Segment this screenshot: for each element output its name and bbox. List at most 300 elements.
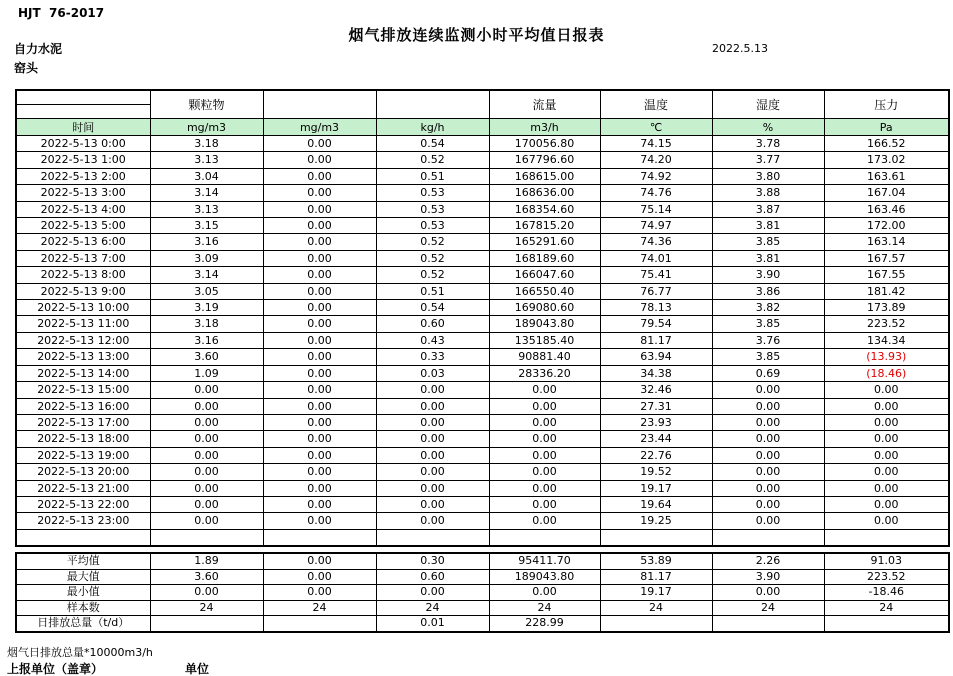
value-cell: 81.17 <box>600 569 712 585</box>
summary-label-cell: 日排放总量（t/d） <box>16 616 150 632</box>
value-cell: 0.00 <box>263 585 376 601</box>
value-cell: 24 <box>712 600 824 616</box>
summary-rows <box>16 553 949 632</box>
table-row <box>16 152 949 168</box>
table-row <box>16 382 949 398</box>
value-cell: 0.00 <box>263 349 376 365</box>
value-cell: 0.00 <box>263 234 376 250</box>
value-cell: 0.52 <box>376 267 489 283</box>
table-row <box>16 431 949 447</box>
value-cell: 223.52 <box>824 316 949 332</box>
unit-celsius: ℃ <box>600 119 712 136</box>
value-cell: 3.04 <box>150 168 263 184</box>
time-cell: 2022-5-13 20:00 <box>16 464 150 480</box>
table-row <box>16 447 949 463</box>
value-cell: 0.00 <box>712 431 824 447</box>
value-cell <box>712 529 824 546</box>
value-cell: 0.30 <box>376 553 489 569</box>
station-name: 窑头 <box>14 61 39 75</box>
table-row <box>16 616 949 632</box>
value-cell: -18.46 <box>824 585 949 601</box>
value-cell: 3.90 <box>712 569 824 585</box>
table-row <box>16 480 949 496</box>
value-cell: 0.00 <box>150 414 263 430</box>
value-cell: 27.31 <box>600 398 712 414</box>
value-cell: 0.00 <box>263 152 376 168</box>
value-cell: 0.00 <box>263 480 376 496</box>
summary-label-cell: 最大值 <box>16 569 150 585</box>
time-cell <box>16 529 150 546</box>
group-header-flow: 流量 <box>489 90 600 119</box>
value-cell: 74.01 <box>600 250 712 266</box>
unit-row <box>16 119 949 136</box>
value-cell: 95411.70 <box>489 553 600 569</box>
value-cell: 0.00 <box>150 480 263 496</box>
value-cell: 0.00 <box>824 398 949 414</box>
value-cell: 0.00 <box>150 496 263 512</box>
time-cell: 2022-5-13 4:00 <box>16 201 150 217</box>
value-cell: 3.60 <box>150 349 263 365</box>
corner-cell-bottom <box>16 105 150 119</box>
value-cell: 167.57 <box>824 250 949 266</box>
value-cell: 3.81 <box>712 218 824 234</box>
value-cell: 0.54 <box>376 136 489 152</box>
value-cell: 0.01 <box>376 616 489 632</box>
value-cell: 23.44 <box>600 431 712 447</box>
value-cell: 0.00 <box>824 480 949 496</box>
group-header-blank-2 <box>376 90 489 119</box>
group-header-pressure: 压力 <box>824 90 949 119</box>
value-cell: 3.13 <box>150 152 263 168</box>
unit-label: 单位 <box>185 662 210 676</box>
table-row <box>16 365 949 381</box>
value-cell: 3.14 <box>150 185 263 201</box>
value-cell: 134.34 <box>824 332 949 348</box>
value-cell: 0.00 <box>824 496 949 512</box>
value-cell: 166047.60 <box>489 267 600 283</box>
time-cell: 2022-5-13 13:00 <box>16 349 150 365</box>
value-cell: 169080.60 <box>489 300 600 316</box>
value-cell: 0.00 <box>712 414 824 430</box>
value-cell: 0.00 <box>376 480 489 496</box>
value-cell: 0.00 <box>150 447 263 463</box>
value-cell <box>150 529 263 546</box>
value-cell: 24 <box>150 600 263 616</box>
value-cell: 3.14 <box>150 267 263 283</box>
value-cell: 19.17 <box>600 480 712 496</box>
value-cell: 0.00 <box>489 398 600 414</box>
value-cell: 0.00 <box>824 447 949 463</box>
value-cell: 0.00 <box>150 382 263 398</box>
value-cell: 167.04 <box>824 185 949 201</box>
value-cell: 0.69 <box>712 365 824 381</box>
value-cell: 0.00 <box>376 447 489 463</box>
value-cell: 63.94 <box>600 349 712 365</box>
table-row <box>16 168 949 184</box>
value-cell: 173.89 <box>824 300 949 316</box>
value-cell: (18.46) <box>824 365 949 381</box>
time-cell: 2022-5-13 23:00 <box>16 513 150 529</box>
value-cell: 166550.40 <box>489 283 600 299</box>
time-cell: 2022-5-13 10:00 <box>16 300 150 316</box>
value-cell <box>150 616 263 632</box>
value-cell: 0.00 <box>263 316 376 332</box>
table-row <box>16 585 949 601</box>
page-title: 烟气排放连续监测小时平均值日报表 <box>348 26 605 44</box>
value-cell: 0.00 <box>263 218 376 234</box>
time-cell: 2022-5-13 6:00 <box>16 234 150 250</box>
table-row <box>16 464 949 480</box>
unit-mgm3-2: mg/m3 <box>263 119 376 136</box>
main-table <box>15 89 950 547</box>
value-cell: 0.00 <box>263 365 376 381</box>
value-cell: 0.00 <box>150 398 263 414</box>
value-cell: 0.00 <box>489 464 600 480</box>
table-row <box>16 553 949 569</box>
unit-pa: Pa <box>824 119 949 136</box>
value-cell: 74.15 <box>600 136 712 152</box>
value-cell: 0.33 <box>376 349 489 365</box>
value-cell: 0.60 <box>376 316 489 332</box>
value-cell: 53.89 <box>600 553 712 569</box>
value-cell: 0.03 <box>376 365 489 381</box>
value-cell: 3.90 <box>712 267 824 283</box>
report-date: 2022.5.13 <box>712 42 768 55</box>
value-cell: 0.53 <box>376 201 489 217</box>
value-cell: 3.15 <box>150 218 263 234</box>
flow-total-note: 烟气日排放总量*10000m3/h <box>7 646 153 659</box>
value-cell: 0.00 <box>712 496 824 512</box>
value-cell <box>712 616 824 632</box>
value-cell: 0.00 <box>263 447 376 463</box>
value-cell: 0.00 <box>263 201 376 217</box>
value-cell: 189043.80 <box>489 569 600 585</box>
value-cell: 24 <box>600 600 712 616</box>
value-cell: 78.13 <box>600 300 712 316</box>
value-cell: 0.00 <box>376 585 489 601</box>
value-cell: 24 <box>376 600 489 616</box>
value-cell: 28336.20 <box>489 365 600 381</box>
time-cell: 2022-5-13 21:00 <box>16 480 150 496</box>
value-cell: 173.02 <box>824 152 949 168</box>
value-cell <box>824 529 949 546</box>
value-cell: 0.00 <box>712 464 824 480</box>
value-cell: 228.99 <box>489 616 600 632</box>
value-cell: 23.93 <box>600 414 712 430</box>
value-cell: 74.97 <box>600 218 712 234</box>
table-row <box>16 250 949 266</box>
table-row <box>16 513 949 529</box>
value-cell: 19.25 <box>600 513 712 529</box>
value-cell: 34.38 <box>600 365 712 381</box>
value-cell: 0.00 <box>150 513 263 529</box>
table-row <box>16 496 949 512</box>
value-cell: 2.26 <box>712 553 824 569</box>
value-cell: 3.18 <box>150 136 263 152</box>
table-row <box>16 201 949 217</box>
value-cell: 0.00 <box>263 283 376 299</box>
value-cell: 0.00 <box>263 382 376 398</box>
summary-label-cell: 最小值 <box>16 585 150 601</box>
table-row <box>16 267 949 283</box>
value-cell: 0.00 <box>712 382 824 398</box>
table-row <box>16 283 949 299</box>
table-row <box>16 332 949 348</box>
time-cell: 2022-5-13 1:00 <box>16 152 150 168</box>
value-cell: 19.52 <box>600 464 712 480</box>
value-cell: 0.00 <box>824 382 949 398</box>
table-row <box>16 398 949 414</box>
value-cell: 3.16 <box>150 332 263 348</box>
value-cell: 0.00 <box>263 168 376 184</box>
value-cell: 3.85 <box>712 234 824 250</box>
value-cell: 0.51 <box>376 168 489 184</box>
value-cell: 170056.80 <box>489 136 600 152</box>
time-cell: 2022-5-13 16:00 <box>16 398 150 414</box>
value-cell: 76.77 <box>600 283 712 299</box>
value-cell: 135185.40 <box>489 332 600 348</box>
time-cell: 2022-5-13 8:00 <box>16 267 150 283</box>
value-cell: 3.87 <box>712 201 824 217</box>
value-cell: 0.00 <box>824 431 949 447</box>
value-cell: 79.54 <box>600 316 712 332</box>
time-cell: 2022-5-13 0:00 <box>16 136 150 152</box>
time-cell: 2022-5-13 7:00 <box>16 250 150 266</box>
time-cell: 2022-5-13 12:00 <box>16 332 150 348</box>
value-cell: 163.46 <box>824 201 949 217</box>
value-cell: 0.00 <box>489 513 600 529</box>
value-cell: 0.00 <box>376 464 489 480</box>
value-cell: 0.00 <box>263 513 376 529</box>
value-cell: 3.60 <box>150 569 263 585</box>
company-name: 自力水泥 <box>14 42 63 56</box>
value-cell: 223.52 <box>824 569 949 585</box>
value-cell: 1.09 <box>150 365 263 381</box>
unit-mgm3-1: mg/m3 <box>150 119 263 136</box>
value-cell <box>376 529 489 546</box>
table-row <box>16 234 949 250</box>
value-cell: 0.00 <box>712 585 824 601</box>
value-cell: 3.86 <box>712 283 824 299</box>
title-wrap <box>0 24 953 45</box>
unit-kgh: kg/h <box>376 119 489 136</box>
table-row <box>16 316 949 332</box>
value-cell: 0.00 <box>150 585 263 601</box>
value-cell: 168615.00 <box>489 168 600 184</box>
value-cell: 24 <box>263 600 376 616</box>
group-header-temperature: 温度 <box>600 90 712 119</box>
value-cell: 0.00 <box>263 267 376 283</box>
summary-label-cell: 平均值 <box>16 553 150 569</box>
value-cell: 163.61 <box>824 168 949 184</box>
value-cell: 3.77 <box>712 152 824 168</box>
table-row <box>16 569 949 585</box>
value-cell <box>263 529 376 546</box>
value-cell: 0.00 <box>263 414 376 430</box>
time-cell: 2022-5-13 15:00 <box>16 382 150 398</box>
value-cell: 0.00 <box>376 414 489 430</box>
value-cell: 75.14 <box>600 201 712 217</box>
value-cell: 3.09 <box>150 250 263 266</box>
value-cell: 3.76 <box>712 332 824 348</box>
value-cell: 167.55 <box>824 267 949 283</box>
value-cell: 3.85 <box>712 349 824 365</box>
value-cell: 0.00 <box>489 382 600 398</box>
value-cell: 3.05 <box>150 283 263 299</box>
value-cell: 91.03 <box>824 553 949 569</box>
time-cell: 2022-5-13 22:00 <box>16 496 150 512</box>
value-cell: 0.00 <box>376 398 489 414</box>
value-cell: 0.00 <box>489 585 600 601</box>
value-cell: 0.00 <box>263 398 376 414</box>
value-cell: 167815.20 <box>489 218 600 234</box>
data-rows <box>16 136 949 547</box>
table-row <box>16 529 949 546</box>
value-cell: 3.88 <box>712 185 824 201</box>
value-cell <box>600 616 712 632</box>
table-row <box>16 300 949 316</box>
value-cell: 0.00 <box>263 569 376 585</box>
value-cell <box>600 529 712 546</box>
time-header: 时间 <box>16 119 150 136</box>
time-cell: 2022-5-13 14:00 <box>16 365 150 381</box>
value-cell: 0.00 <box>150 464 263 480</box>
value-cell: 3.19 <box>150 300 263 316</box>
value-cell: 165291.60 <box>489 234 600 250</box>
value-cell: 168636.00 <box>489 185 600 201</box>
table-row <box>16 600 949 616</box>
value-cell: 167796.60 <box>489 152 600 168</box>
value-cell: 0.53 <box>376 218 489 234</box>
value-cell: 172.00 <box>824 218 949 234</box>
value-cell: 74.36 <box>600 234 712 250</box>
value-cell: 181.42 <box>824 283 949 299</box>
value-cell: 0.00 <box>263 332 376 348</box>
group-header-blank-1 <box>263 90 376 119</box>
value-cell: 0.00 <box>376 513 489 529</box>
value-cell: 19.17 <box>600 585 712 601</box>
value-cell: 3.82 <box>712 300 824 316</box>
value-cell: 0.51 <box>376 283 489 299</box>
value-cell: 0.52 <box>376 250 489 266</box>
value-cell: 0.00 <box>263 553 376 569</box>
time-cell: 2022-5-13 9:00 <box>16 283 150 299</box>
value-cell: 0.00 <box>712 513 824 529</box>
summary-table <box>15 552 950 633</box>
value-cell: 0.53 <box>376 185 489 201</box>
value-cell: 0.00 <box>376 431 489 447</box>
value-cell: 0.00 <box>824 464 949 480</box>
value-cell: 0.54 <box>376 300 489 316</box>
value-cell: 0.00 <box>712 447 824 463</box>
value-cell <box>489 529 600 546</box>
value-cell: 0.00 <box>150 431 263 447</box>
time-cell: 2022-5-13 5:00 <box>16 218 150 234</box>
value-cell <box>824 616 949 632</box>
group-header-humidity: 湿度 <box>712 90 824 119</box>
standard-number: HJT 76-2017 <box>18 6 105 20</box>
value-cell: 0.00 <box>263 431 376 447</box>
value-cell: 0.00 <box>712 480 824 496</box>
value-cell: 163.14 <box>824 234 949 250</box>
value-cell: 0.00 <box>263 300 376 316</box>
value-cell: 0.00 <box>489 414 600 430</box>
value-cell: 0.00 <box>489 447 600 463</box>
value-cell: 81.17 <box>600 332 712 348</box>
value-cell: 0.00 <box>263 464 376 480</box>
value-cell: 0.00 <box>824 513 949 529</box>
value-cell: 3.78 <box>712 136 824 152</box>
value-cell: 3.16 <box>150 234 263 250</box>
value-cell: 1.89 <box>150 553 263 569</box>
value-cell: 74.76 <box>600 185 712 201</box>
value-cell: 0.00 <box>489 431 600 447</box>
table-row <box>16 185 949 201</box>
value-cell: 22.76 <box>600 447 712 463</box>
value-cell: 74.20 <box>600 152 712 168</box>
value-cell: 3.81 <box>712 250 824 266</box>
time-cell: 2022-5-13 11:00 <box>16 316 150 332</box>
value-cell: 166.52 <box>824 136 949 152</box>
table-row <box>16 414 949 430</box>
value-cell: 3.80 <box>712 168 824 184</box>
value-cell: 0.00 <box>824 414 949 430</box>
value-cell: 168354.60 <box>489 201 600 217</box>
value-cell: 0.00 <box>263 136 376 152</box>
unit-m3h: m3/h <box>489 119 600 136</box>
value-cell: 0.52 <box>376 152 489 168</box>
time-cell: 2022-5-13 2:00 <box>16 168 150 184</box>
table-row <box>16 349 949 365</box>
value-cell: 32.46 <box>600 382 712 398</box>
table-row <box>16 218 949 234</box>
reporting-unit-label: 上报单位（盖章） <box>7 662 104 676</box>
value-cell: 0.00 <box>263 250 376 266</box>
time-cell: 2022-5-13 19:00 <box>16 447 150 463</box>
value-cell: 0.60 <box>376 569 489 585</box>
time-cell: 2022-5-13 17:00 <box>16 414 150 430</box>
value-cell: 168189.60 <box>489 250 600 266</box>
value-cell: 3.85 <box>712 316 824 332</box>
value-cell: (13.93) <box>824 349 949 365</box>
group-header-particulate: 颗粒物 <box>150 90 263 119</box>
value-cell: 189043.80 <box>489 316 600 332</box>
value-cell: 0.00 <box>376 382 489 398</box>
value-cell: 90881.40 <box>489 349 600 365</box>
value-cell: 0.43 <box>376 332 489 348</box>
value-cell: 0.00 <box>376 496 489 512</box>
value-cell: 74.92 <box>600 168 712 184</box>
value-cell: 0.00 <box>489 480 600 496</box>
time-cell: 2022-5-13 3:00 <box>16 185 150 201</box>
time-cell: 2022-5-13 18:00 <box>16 431 150 447</box>
summary-label-cell: 样本数 <box>16 600 150 616</box>
value-cell: 19.64 <box>600 496 712 512</box>
table-header <box>16 90 949 136</box>
table-row <box>16 136 949 152</box>
header-row-top <box>16 90 949 105</box>
value-cell: 0.52 <box>376 234 489 250</box>
corner-cell-top <box>16 90 150 105</box>
value-cell: 0.00 <box>489 496 600 512</box>
value-cell <box>263 616 376 632</box>
value-cell: 24 <box>489 600 600 616</box>
value-cell: 75.41 <box>600 267 712 283</box>
value-cell: 24 <box>824 600 949 616</box>
value-cell: 3.18 <box>150 316 263 332</box>
value-cell: 0.00 <box>712 398 824 414</box>
value-cell: 3.13 <box>150 201 263 217</box>
